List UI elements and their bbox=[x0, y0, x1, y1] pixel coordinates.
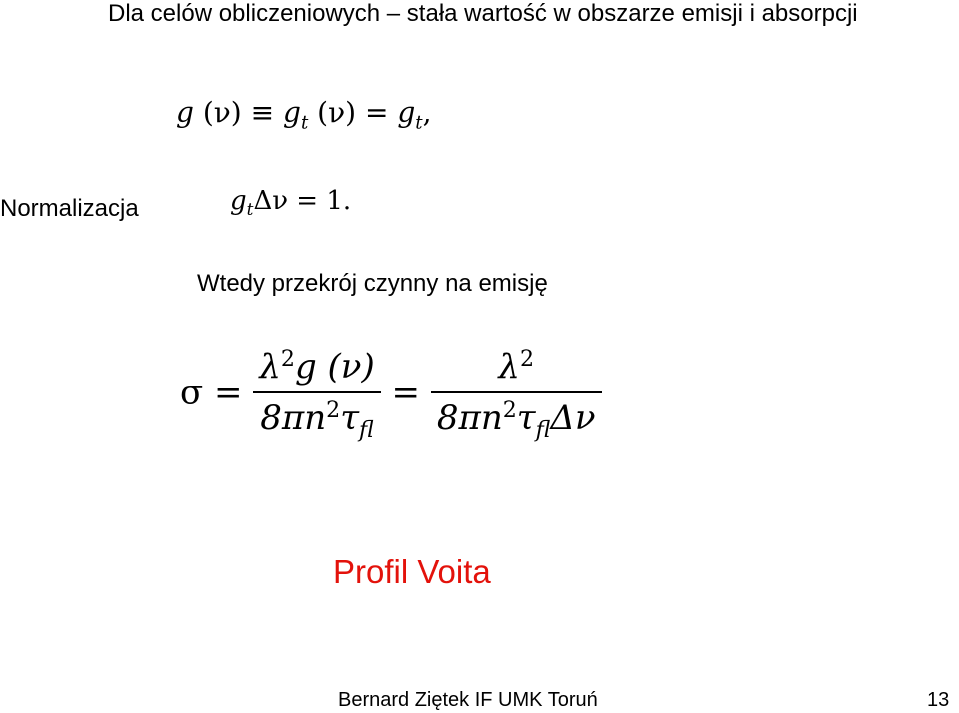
fraction-1-denominator bbox=[253, 391, 380, 443]
sigma-lhs: σ = bbox=[180, 372, 243, 413]
equation-g-constant bbox=[176, 96, 431, 133]
page-number: 13 bbox=[927, 689, 950, 711]
fraction-1 bbox=[253, 346, 380, 443]
f1-num-sup: 2 bbox=[280, 346, 295, 372]
fraction-1-numerator bbox=[253, 346, 380, 391]
f2-den-base: 8πn bbox=[436, 398, 503, 439]
f2-num-sup: 2 bbox=[519, 346, 535, 372]
norm-g: g bbox=[230, 186, 247, 216]
eq1-mid: g bbox=[283, 96, 301, 129]
f2-den-sup: 2 bbox=[502, 397, 517, 424]
f2-den-sub: fl bbox=[535, 417, 551, 444]
footer-author: Bernard Ziętek IF UMK Toruń bbox=[338, 689, 598, 711]
f2-delta-nu: Δν bbox=[550, 398, 596, 439]
f1-num-rest: g (ν) bbox=[294, 347, 375, 388]
eq1-equals: = bbox=[364, 96, 389, 129]
eq1-rhs: g bbox=[397, 96, 416, 129]
emission-cross-section-text: Wtedy przekrój czynny na emisję bbox=[197, 270, 548, 297]
fraction-2-denominator bbox=[431, 391, 602, 443]
fraction-2-numerator bbox=[431, 346, 602, 391]
eq1-comma: , bbox=[422, 96, 432, 129]
eq1-equiv: ≡ bbox=[250, 96, 275, 129]
normalization-label: Normalizacja bbox=[0, 195, 139, 222]
f1-tau: τ bbox=[340, 398, 360, 439]
normalization-equation bbox=[230, 186, 351, 219]
slide-title: Dla celów obliczeniowych – stała wartość w obszarze emisji i absorpcji bbox=[108, 0, 858, 27]
eq1-rhs-sub: t bbox=[415, 112, 423, 134]
f2-tau: τ bbox=[516, 398, 536, 439]
sigma-equation bbox=[180, 346, 602, 443]
voigt-profile-label: Profil Voita bbox=[333, 553, 491, 590]
f1-den-base: 8πn bbox=[260, 398, 327, 439]
f2-lambda: λ bbox=[498, 347, 520, 388]
eq1-lhs: g bbox=[176, 96, 194, 129]
eq1-mid-sub: t bbox=[300, 112, 309, 134]
f1-lambda: λ bbox=[259, 347, 281, 388]
sigma-equals: = bbox=[391, 372, 421, 413]
norm-sub: t bbox=[246, 198, 254, 219]
f1-den-sub: fl bbox=[359, 417, 374, 444]
f1-den-sup: 2 bbox=[326, 397, 341, 424]
norm-rest: Δν = 1. bbox=[253, 186, 352, 216]
eq1-mid-arg: (ν) bbox=[317, 96, 357, 129]
fraction-2 bbox=[431, 346, 602, 443]
eq1-arg: (ν) bbox=[202, 96, 242, 129]
